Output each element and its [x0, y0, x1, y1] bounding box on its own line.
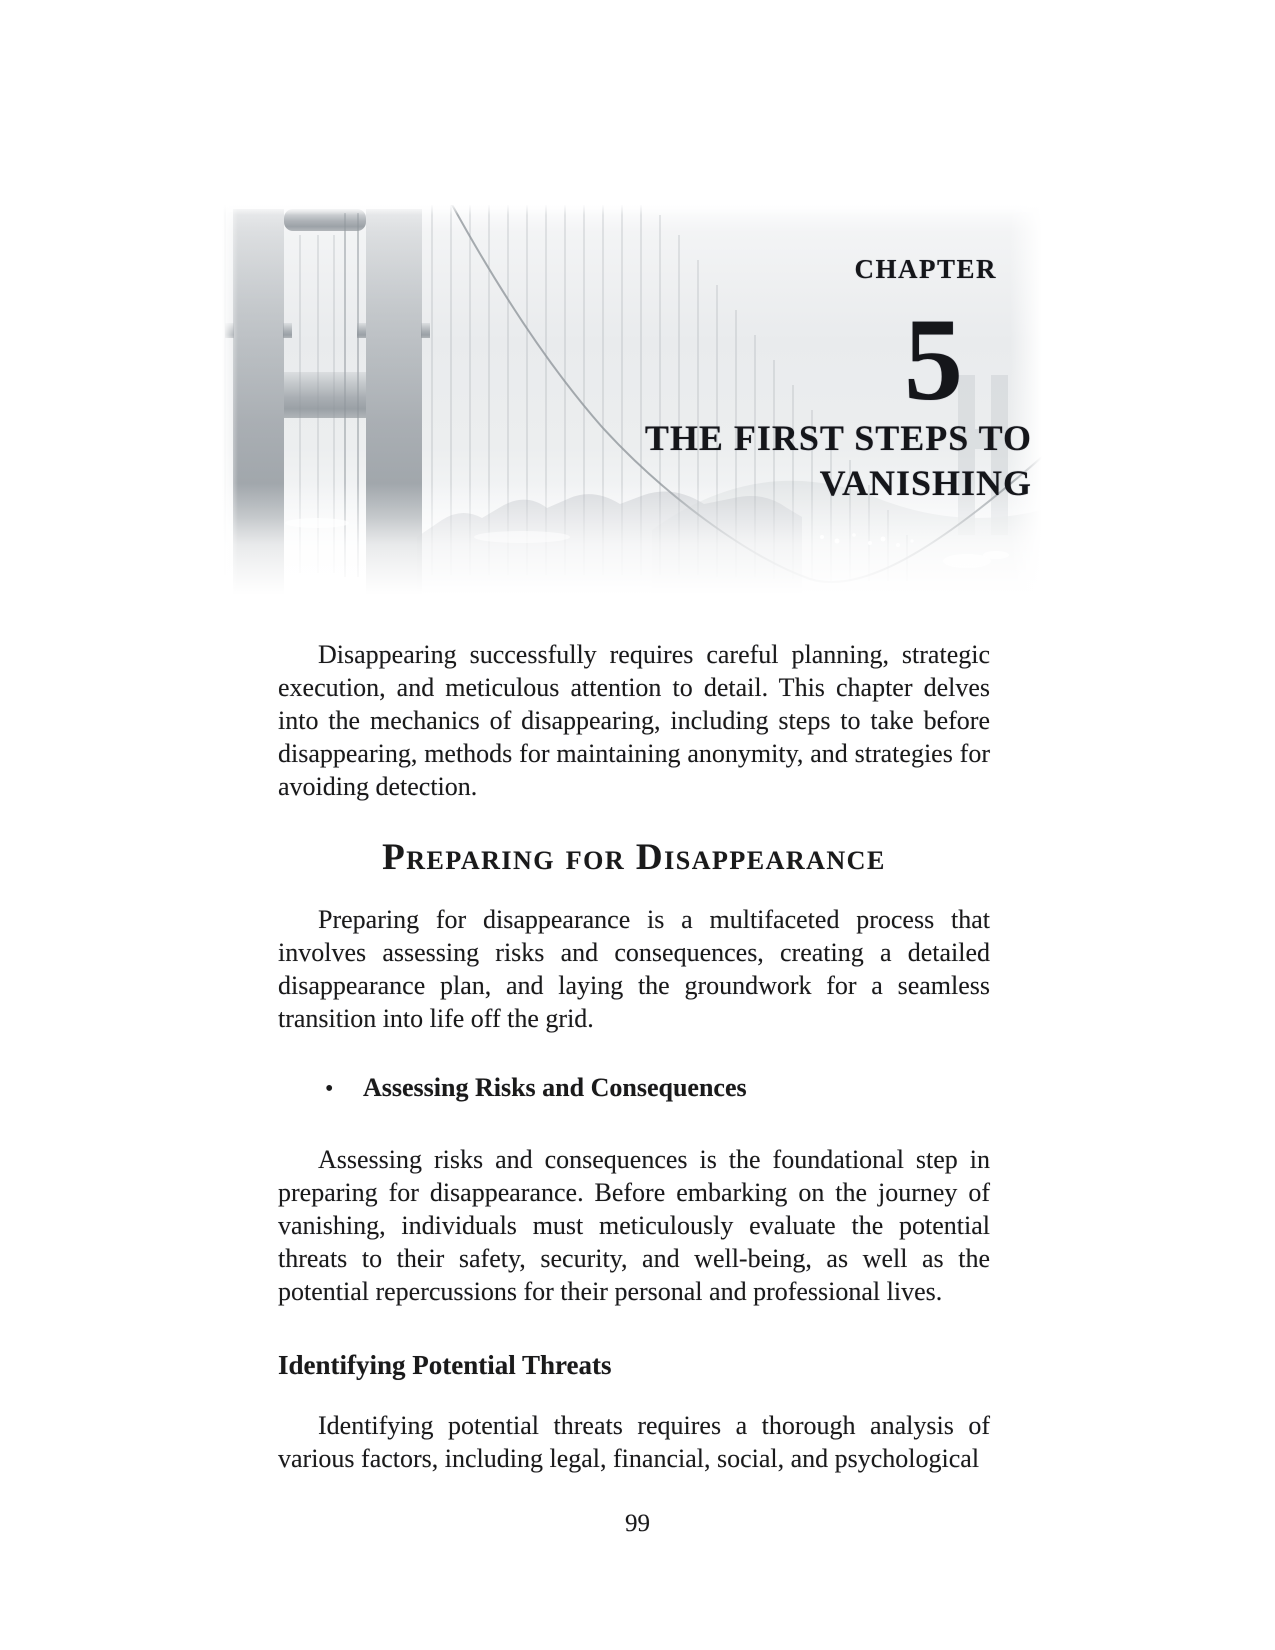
bullet-item [278, 1071, 990, 1106]
section-heading: Preparing for Disappearance [382, 837, 886, 878]
section-paragraph: Preparing for disappearance is a multifaceted process that involves assessing risks and consequences, creating a detailed disappearance plan, and laying the groundwork for a seamless transition into life off the grid. [278, 905, 990, 1033]
body-text-column [278, 638, 990, 1475]
chapter-kicker: CHAPTER [854, 254, 997, 284]
fog-left-edge [222, 205, 238, 595]
intro-paragraph: Disappearing successfully requires careful planning, strategic execution, and meticulous attention to detail. This chapter delves into the mechanics of disappearing, including steps to take before disappearing, methods for maintaining anonymity, and strategies for avoiding detection. [278, 640, 990, 801]
chapter-title-line1: THE FIRST STEPS TO [644, 418, 1032, 458]
chapter-number: 5 [904, 294, 963, 425]
assessing-risks-paragraph: Assessing risks and consequences is the foundational step in preparing for disappearance. Before embarking on the journey of vanishing, individuals must meticulously evaluate the potential threats to their safety, security, and well-being, as well as the potential repercussions for their personal and professional lives. [278, 1145, 990, 1306]
fog-right-edge [1010, 205, 1042, 595]
page-number: 99 [625, 1510, 650, 1537]
bullet-item-label: Assessing Risks and Consequences [363, 1073, 747, 1102]
bullet-icon: • [325, 1076, 334, 1102]
chapter-header-art [222, 205, 1042, 595]
subsection-heading: Identifying Potential Threats [278, 1350, 612, 1380]
identifying-threats-paragraph: Identifying potential threats requires a thorough analysis of various factors, including legal, financial, social, and psychological [278, 1411, 990, 1473]
fog-top-edge [222, 205, 1042, 215]
chapter-title [645, 416, 1032, 506]
chapter-title-line2: VANISHING [819, 463, 1032, 503]
